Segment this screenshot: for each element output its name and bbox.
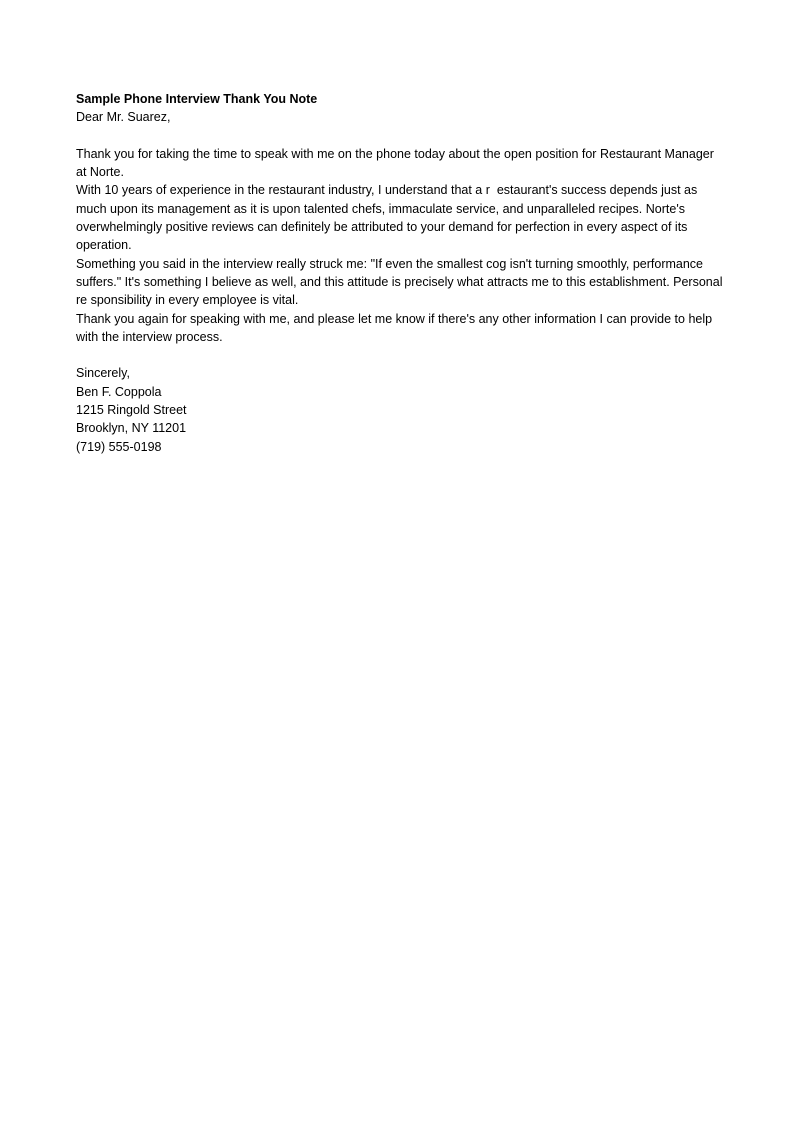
paragraph-experience: With 10 years of experience in the restaurant industry, I understand that a r estaurant's success depends just as much upon its management as it is upon talented chefs, immaculate service, and unparalleled recipes. Norte's overwhelmingly positive reviews can definitely be attributed to your demand for perfection in every aspect of its operation. (76, 183, 701, 253)
salutation: Dear Mr. Suarez, (76, 110, 171, 125)
document-title: Sample Phone Interview Thank You Note (76, 92, 318, 106)
signature-name: Ben F. Coppola (76, 384, 162, 399)
paragraph-interview-quote: Something you said in the interview really struck me: "If even the smallest cog isn't turning smoothly, performance suffers." It's something I believe as well, and this attitude is precisely what attracts me to this establishment. Personal re sponsibility in every employee is vital. (76, 256, 726, 308)
signature-street: 1215 Ringold Street (76, 403, 187, 418)
letter-body (76, 90, 726, 456)
signature-city: Brooklyn, NY 11201 (76, 421, 187, 436)
paragraph-closing-thanks: Thank you again for speaking with me, and please let me know if there's any other information I can provide to help with the interview process. (76, 311, 716, 344)
spacer (76, 346, 726, 364)
spacer (76, 127, 726, 145)
paragraph-opening: Thank you for taking the time to speak with me on the phone today about the open position for Restaurant Manager at Norte. (76, 146, 718, 180)
closing: Sincerely, (76, 366, 130, 381)
signature-phone: (719) 555-0198 (76, 439, 162, 454)
